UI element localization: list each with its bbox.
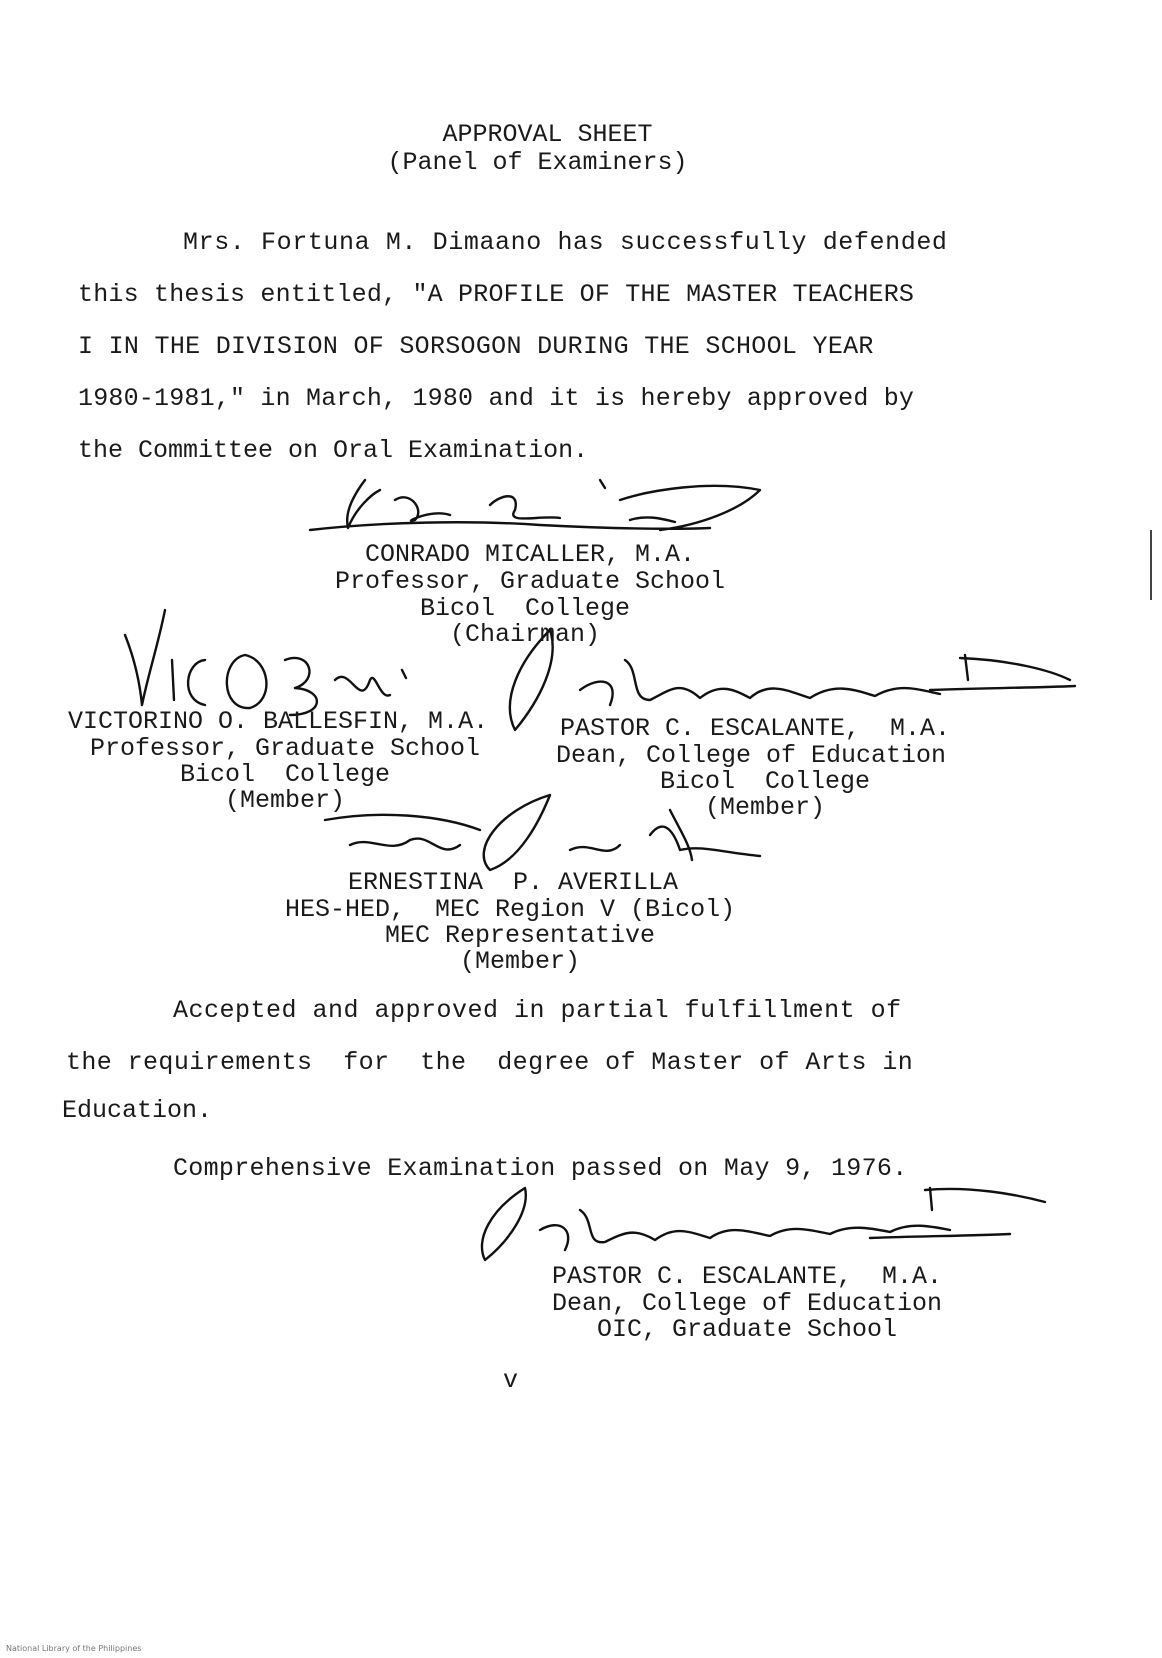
- member-left-institution: Bicol College: [179, 760, 391, 789]
- page-number: v: [503, 1366, 519, 1395]
- signatory-name: PASTOR C. ESCALANTE, M.A.: [552, 1262, 943, 1291]
- intro-line: Mrs. Fortuna M. Dimaano has successfully defended: [183, 228, 948, 257]
- signatory-position: Dean, College of Education: [552, 1289, 943, 1318]
- member-mec-position: HES-HED, MEC Region V (Bicol): [285, 895, 736, 924]
- document-subtitle: (Panel of Examiners): [387, 148, 688, 177]
- member-right-role: (Member): [704, 793, 826, 822]
- member-left-role: (Member): [224, 786, 346, 815]
- acceptance-line: Education.: [62, 1096, 213, 1125]
- member-left-name: VICTORINO O. BALLESFIN, M.A.: [68, 707, 489, 736]
- member-right-institution: Bicol College: [659, 767, 871, 796]
- chairman-institution: Bicol College: [419, 594, 631, 623]
- intro-line: this thesis entitled, "A PROFILE OF THE MASTER TEACHERS: [78, 280, 915, 309]
- member-mec-name: ERNESTINA P. AVERILLA: [348, 868, 679, 897]
- chairman-name: CONRADO MICALLER, M.A.: [364, 540, 696, 569]
- member-mec-institution: MEC Representative: [384, 921, 656, 950]
- member-mec-role: (Member): [459, 947, 581, 976]
- signatory-office: OIC, Graduate School: [597, 1315, 898, 1344]
- chairman-position: Professor, Graduate School: [334, 567, 726, 596]
- comprehensive-exam-line: Comprehensive Examination passed on May 9, 1976.: [173, 1154, 908, 1183]
- intro-line: I IN THE DIVISION OF SORSOGON DURING THE SCHOOL YEAR: [78, 332, 874, 361]
- document-title: APPROVAL SHEET: [442, 120, 653, 149]
- acceptance-line: the requirements for the degree of Master of Arts in: [66, 1048, 914, 1077]
- footer-text: National Library of the Philippines: [6, 1644, 142, 1653]
- member-left-position: Professor, Graduate School: [89, 734, 481, 763]
- scan-edge-mark: [1150, 530, 1152, 600]
- member-right-position: Dean, College of Education: [556, 741, 947, 770]
- acceptance-line: Accepted and approved in partial fulfillment of: [173, 996, 902, 1025]
- member-right-name: PASTOR C. ESCALANTE, M.A.: [560, 714, 951, 743]
- chairman-role: (Chairman): [449, 620, 601, 649]
- intro-line: 1980-1981," in March, 1980 and it is hereby approved by: [78, 384, 915, 413]
- intro-line: the Committee on Oral Examination.: [78, 436, 589, 465]
